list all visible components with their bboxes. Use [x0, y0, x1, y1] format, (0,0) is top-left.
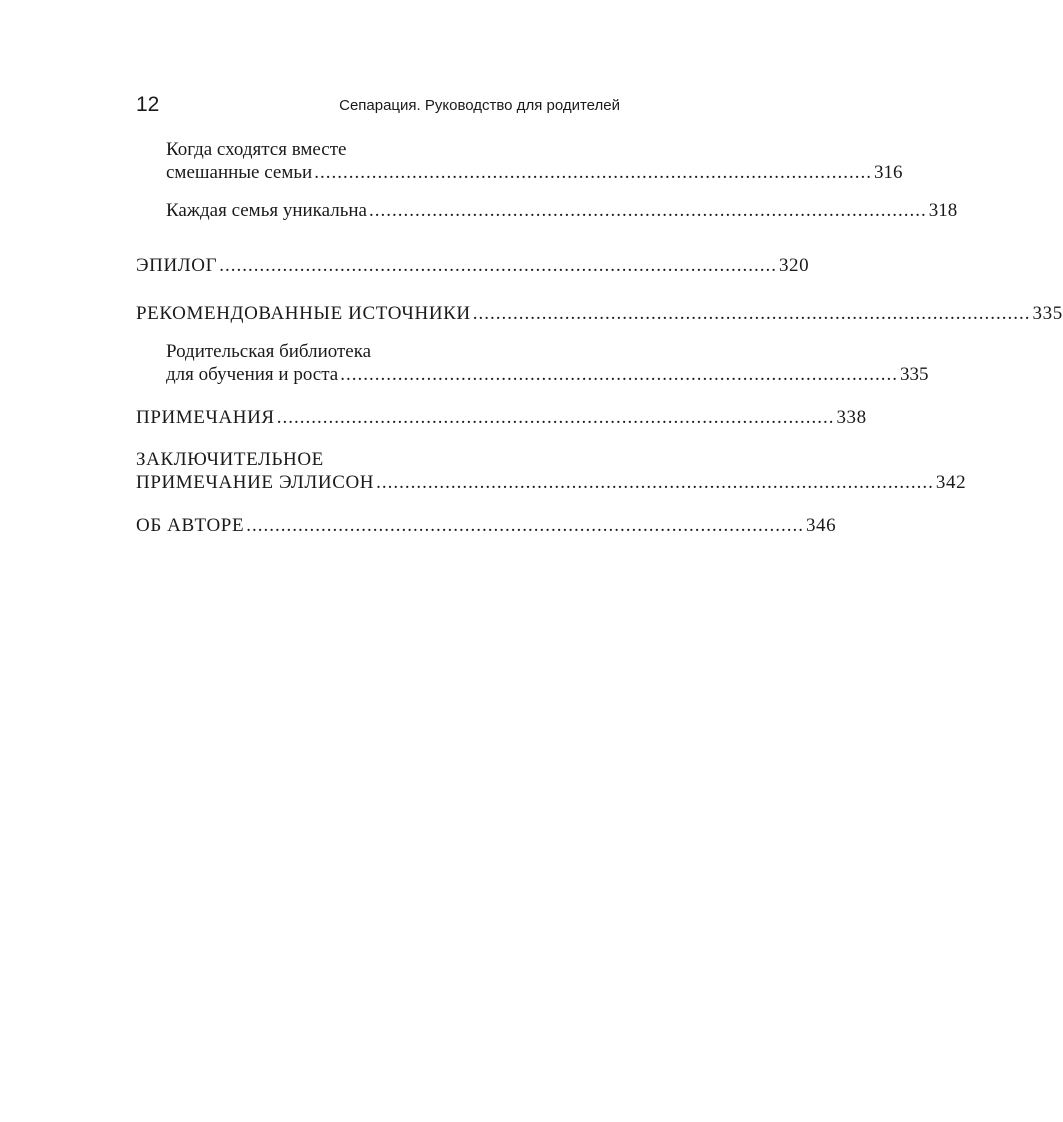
toc-entry-leader-line [136, 472, 967, 494]
toc-entry-title: Каждая семья уникальна [166, 200, 367, 221]
toc-entry-title: для обучения и роста [166, 364, 339, 385]
toc-entry-page: 335 [1032, 303, 1063, 324]
toc-entry-leader-line [136, 303, 1063, 325]
toc-entry-final-note[interactable] [136, 448, 967, 494]
dot-leader: ................................................................................................. [368, 200, 927, 221]
running-header [136, 92, 620, 120]
page-number: 12 [136, 93, 160, 116]
toc-entry-title: РЕКОМЕНДОВАННЫЕ ИСТОЧНИКИ [136, 303, 471, 324]
toc-entry-page: 316 [873, 162, 903, 183]
dot-leader: ................................................................................................. [376, 472, 934, 493]
dot-leader: ................................................................................................. [219, 255, 777, 276]
toc-entry-title-line: Родительская библиотека [166, 341, 372, 362]
toc-entry-title-line: ЗАКЛЮЧИТЕЛЬНОЕ [136, 449, 324, 470]
dot-leader: ................................................................................................. [246, 515, 804, 536]
toc-entry-about-author[interactable] [136, 515, 837, 537]
dot-leader: ................................................................................................. [276, 407, 835, 428]
dot-leader: ................................................................................................. [472, 303, 1031, 324]
toc-entry-leader-line [136, 200, 958, 222]
dot-leader: ................................................................................................. [340, 364, 898, 385]
toc-entry-page: 342 [935, 472, 967, 493]
toc-entry-page: 346 [805, 515, 837, 536]
running-title: Сепарация. Руководство для родителей [339, 97, 620, 114]
dot-leader: ................................................................................................. [314, 162, 872, 183]
toc-entry-notes[interactable] [136, 407, 867, 429]
toc-entry-page: 320 [778, 255, 810, 276]
toc-entry-page: 318 [928, 200, 958, 221]
toc-entry-title: ПРИМЕЧАНИЯ [136, 407, 275, 428]
toc-entry-leader-line [136, 162, 903, 184]
toc-entry-title: ПРИМЕЧАНИЕ ЭЛЛИСОН [136, 472, 375, 493]
toc-entry-title-line: Когда сходятся вместе [166, 139, 347, 160]
toc-entry-blended-families[interactable] [136, 138, 903, 184]
toc-entry-title: ЭПИЛОГ [136, 255, 218, 276]
toc-entry-title: смешанные семьи [166, 162, 313, 183]
toc-entry-leader-line [136, 407, 867, 429]
toc-entry-leader-line [136, 515, 837, 537]
toc-entry-page: 335 [899, 364, 929, 385]
toc-entry-page: 338 [836, 407, 867, 428]
toc-entry-unique-family[interactable] [136, 200, 958, 222]
toc-entry-epilogue[interactable] [136, 255, 810, 277]
toc-entry-parent-library[interactable] [136, 340, 929, 386]
toc-entry-title: ОБ АВТОРЕ [136, 515, 245, 536]
toc-entry-leader-line [136, 364, 929, 386]
toc-entry-recommended-sources[interactable] [136, 303, 1063, 325]
toc-entry-leader-line [136, 255, 810, 277]
